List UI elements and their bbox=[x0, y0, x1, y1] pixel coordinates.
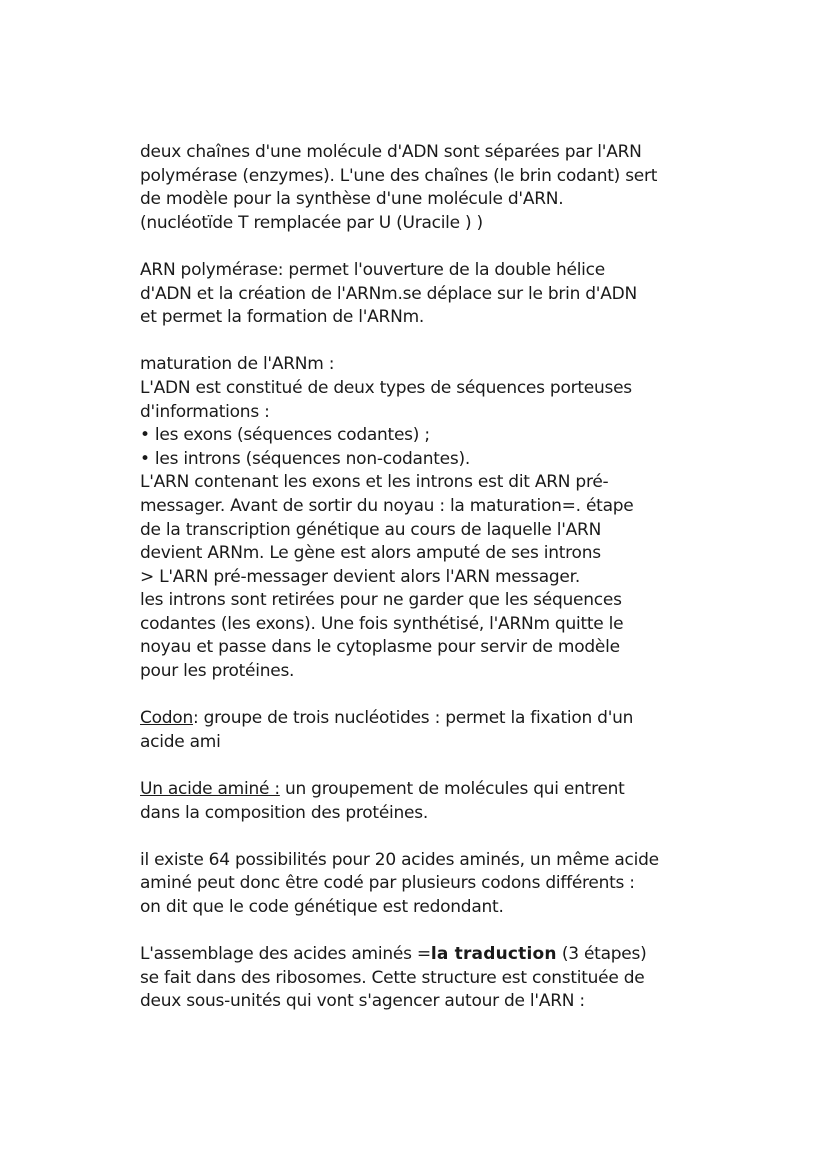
text-line: ARN polymérase: permet l'ouverture de la double hélice bbox=[140, 259, 605, 280]
text-line: dans la composition des protéines. bbox=[140, 802, 428, 823]
text-line: aminé peut donc être codé par plusieurs codons différents : bbox=[140, 873, 635, 894]
paragraph-code-genetique bbox=[140, 849, 700, 920]
text-line: et permet la formation de l'ARNm. bbox=[140, 307, 425, 328]
text-line: messager. Avant de sortir du noyau : la maturation=. étape bbox=[140, 495, 634, 516]
text-line: il existe 64 possibilités pour 20 acides aminés, un même acide bbox=[140, 849, 659, 870]
paragraph-codon bbox=[140, 707, 700, 754]
text-line: noyau et passe dans le cytoplasme pour servir de modèle bbox=[140, 637, 620, 658]
text-line: > L'ARN pré-messager devient alors l'ARN messager. bbox=[140, 566, 580, 587]
text-line: de modèle pour la synthèse d'une molécule d'ARN. bbox=[140, 189, 564, 210]
text-line: se fait dans des ribosomes. Cette structure est constituée de bbox=[140, 967, 645, 988]
text-line: deux chaînes d'une molécule d'ADN sont séparées par l'ARN bbox=[140, 142, 642, 162]
text-line bbox=[140, 707, 700, 731]
text-line: polymérase (enzymes). L'une des chaînes (le brin codant) sert bbox=[140, 165, 658, 186]
term-codon: Codon bbox=[140, 708, 193, 729]
text-line bbox=[140, 778, 700, 802]
paragraph-traduction bbox=[140, 943, 700, 1014]
document-page bbox=[140, 141, 700, 1038]
paragraph-transcription bbox=[140, 141, 700, 235]
text-line: deux sous-unités qui vont s'agencer autour de l'ARN : bbox=[140, 991, 585, 1012]
text-line bbox=[140, 943, 700, 967]
paragraph-maturation bbox=[140, 353, 700, 683]
text-line: de la transcription génétique au cours de laquelle l'ARN bbox=[140, 519, 602, 540]
text-fragment: (3 étapes) bbox=[556, 944, 647, 965]
text-line: maturation de l'ARNm : bbox=[140, 354, 335, 375]
definition-text: un groupement de molécules qui entrent bbox=[279, 779, 625, 800]
definition-text: : groupe de trois nucléotides : permet la fixation d'un bbox=[193, 708, 634, 729]
text-line: pour les protéines. bbox=[140, 661, 295, 682]
text-line: d'ADN et la création de l'ARNm.se déplace sur le brin d'ADN bbox=[140, 283, 637, 304]
paragraph-arn-polymerase bbox=[140, 259, 700, 330]
term-acide-amine: Un acide aminé : bbox=[140, 779, 280, 800]
text-line: d'informations : bbox=[140, 401, 270, 422]
term-traduction: la traduction bbox=[430, 944, 557, 965]
text-line: codantes (les exons). Une fois synthétisé, l'ARNm quitte le bbox=[140, 613, 624, 634]
text-line: L'ARN contenant les exons et les introns est dit ARN pré- bbox=[140, 472, 609, 493]
bullet-item-introns: • les introns (séquences non-codantes). bbox=[140, 448, 470, 469]
text-fragment: L'assemblage des acides aminés = bbox=[140, 944, 431, 965]
text-line: on dit que le code génétique est redondant. bbox=[140, 897, 504, 917]
paragraph-acide-amine bbox=[140, 778, 700, 825]
bullet-item-exons: • les exons (séquences codantes) ; bbox=[140, 425, 430, 446]
text-line: les introns sont retirées pour ne garder que les séquences bbox=[140, 590, 622, 611]
text-line: acide ami bbox=[140, 731, 221, 752]
text-line: L'ADN est constitué de deux types de séquences porteuses bbox=[140, 377, 632, 398]
text-line: devient ARNm. Le gène est alors amputé de ses introns bbox=[140, 543, 601, 564]
text-line: (nucléotïde T remplacée par U (Uracile ) ) bbox=[140, 212, 483, 233]
